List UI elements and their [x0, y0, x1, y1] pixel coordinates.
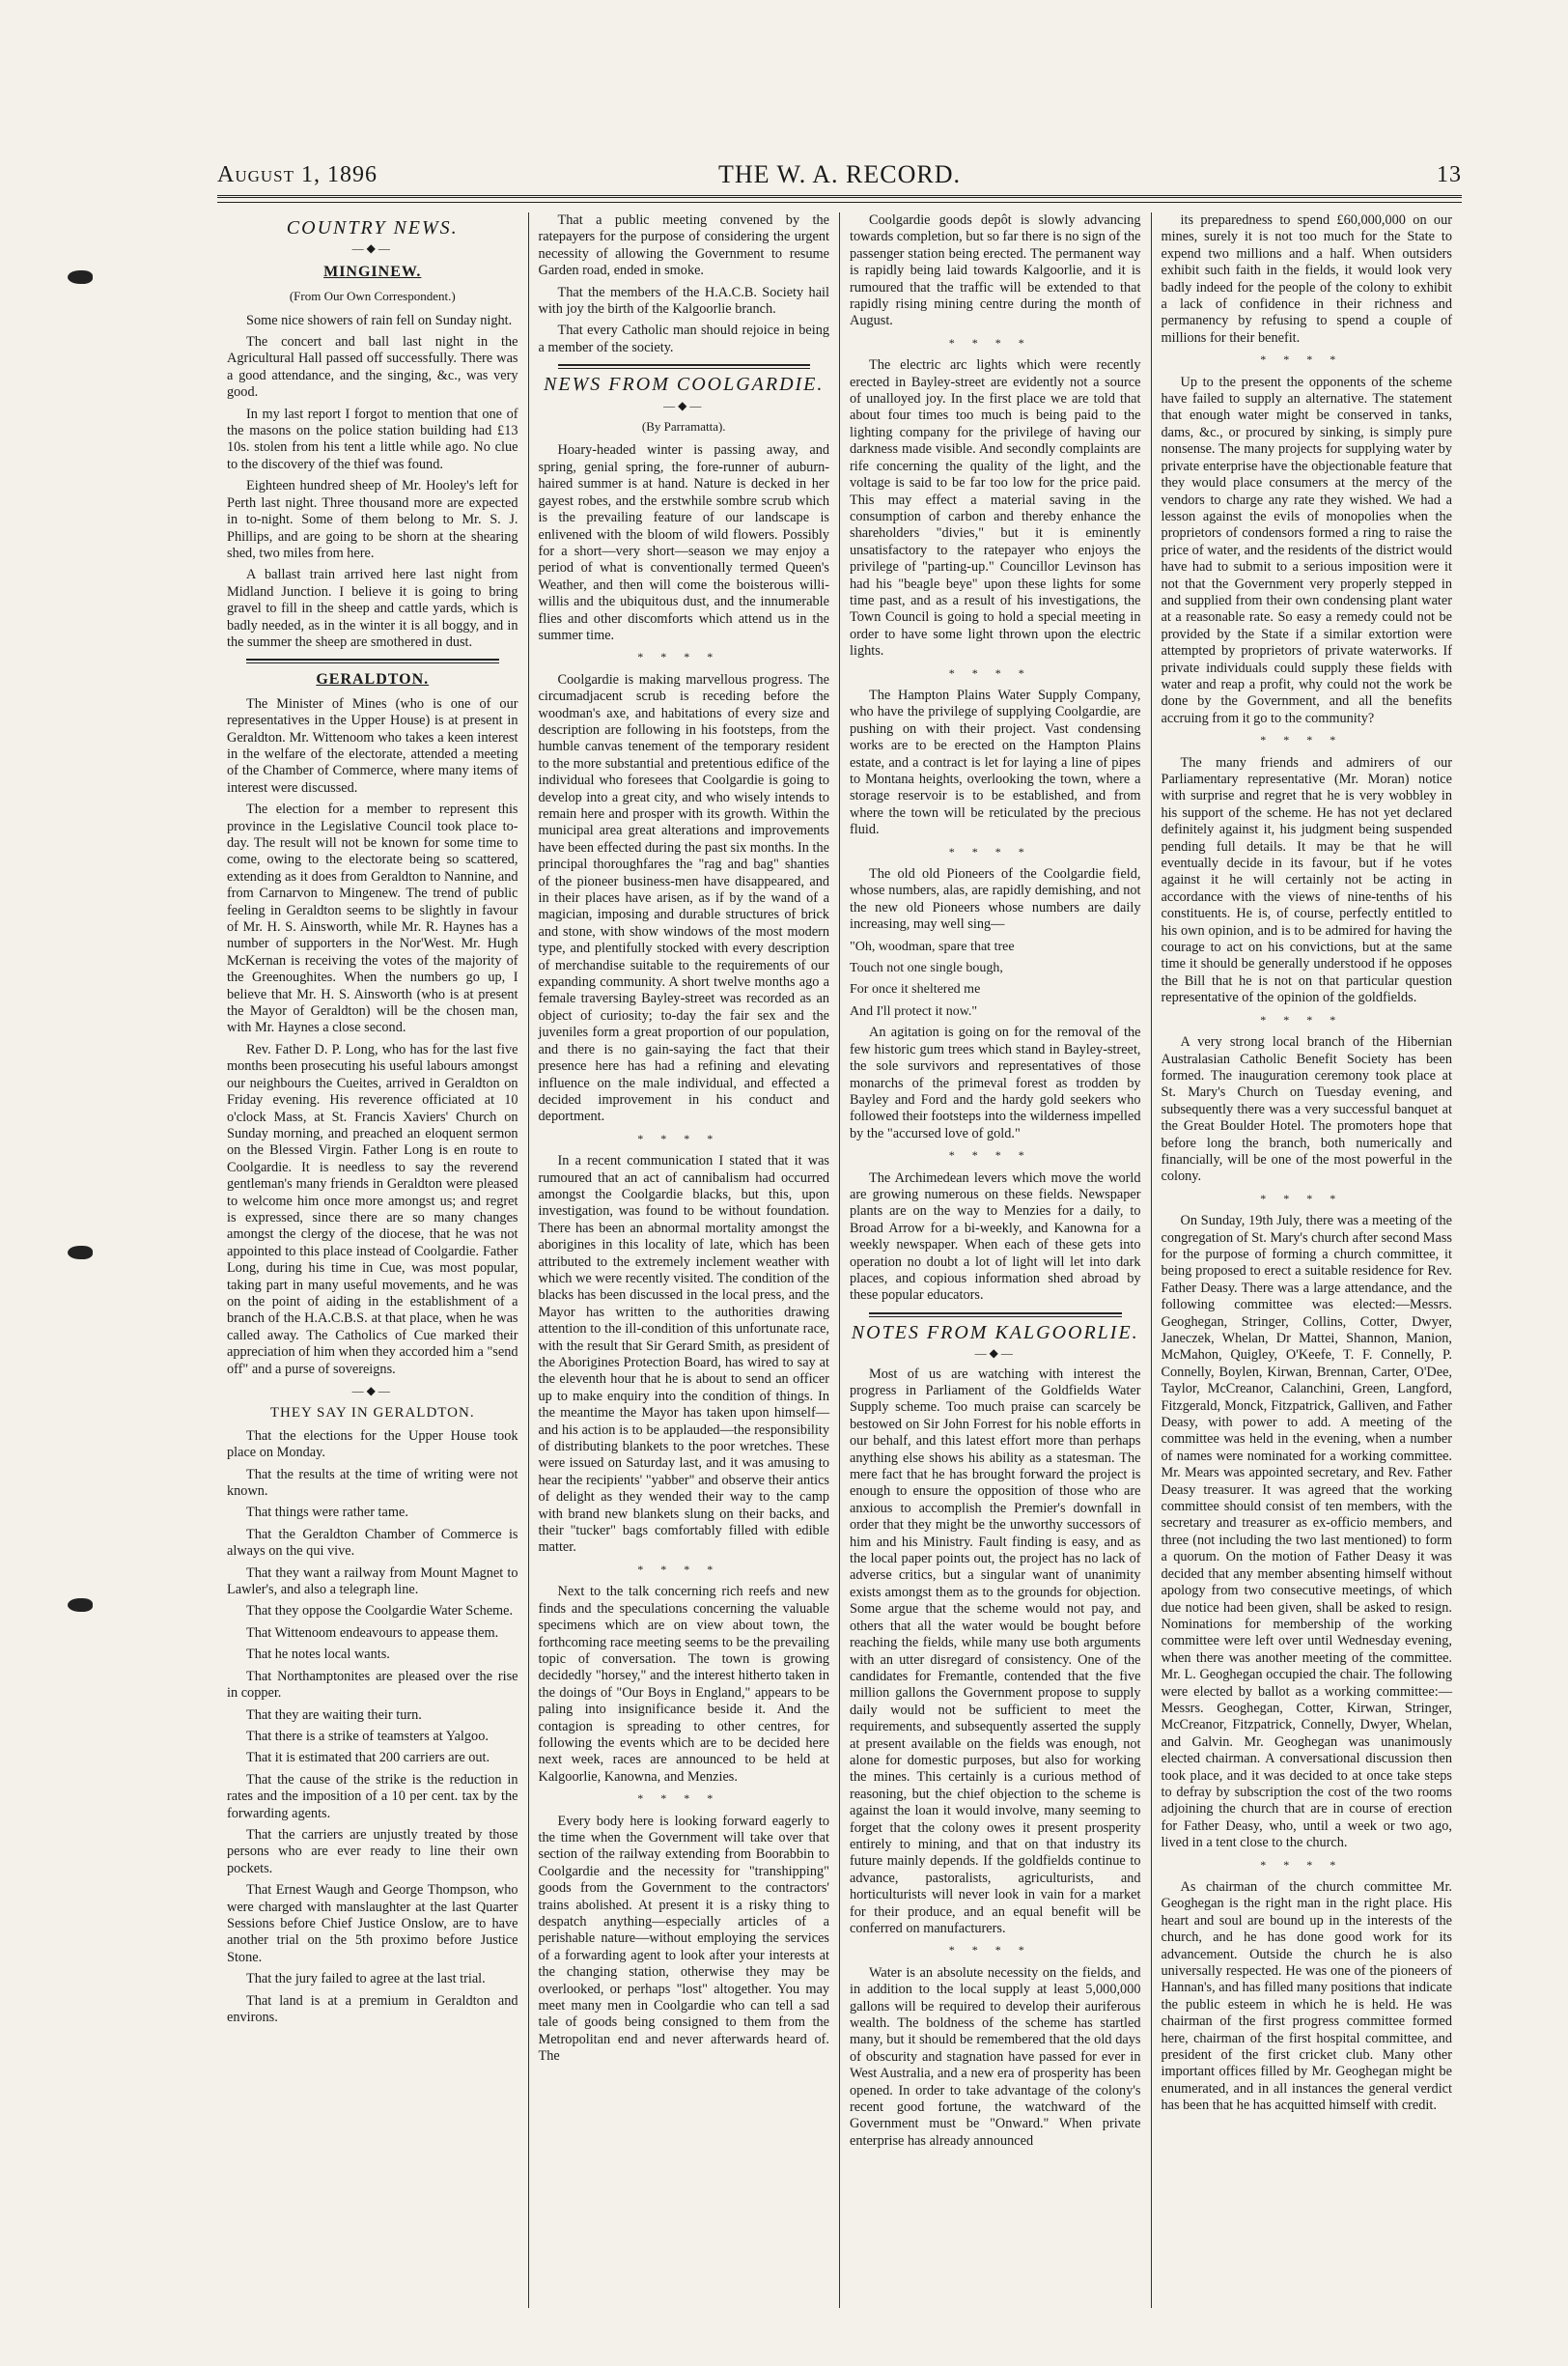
paragraph: On Sunday, 19th July, there was a meeting of the congregation of St. Mary's church after second Mass for the purpose of forming a church committee, it being proposed to erect a suitable residence for Rev. Father Deasy. There was a large attendance, and the following committee was elected:—Messrs. Geoghegan, Stringer, Collins, Cotter, Dwyer, Janeczek, Whelan, Dr Mattei, Shannon, Manion, McMahon, Quigley, O'Keefe, T. F. Connelly, P. Connelly, Boylen, Kirwan, Brennan, Carter, O'Dee, Taylor, McCreanor, Calanchini, Green, Langford, Fitzgerald, Monck, Fitzpatrick, Galliven, and Father Deasy, with power to add. A meeting of the committee was held in the evening, when a number of names were nominated for a working committee. Mr. Mears was appointed secretary, and Rev. Father Deasy treasurer. It was agreed that the working committee should consist of ten members, with the secretary and treasurer as ex-officio members, and three (not including the two last mentioned) to form a quorum. On the motion of Father Deasy it was decided that any member absenting himself without apology from two consecutive meetings, of which due notice had been given, shall be asked to resign. Nominations for membership of the working committee were left over until Wednesday evening, when there was another meeting of the committee. Mr. L. Geoghegan occupied the chair. The following were elected by ballot as a working committee:—Messrs. Geoghegan, Cotter, Kirwan, Stringer, McCreanor, Fitzpatrick, Connelly, Dwyer, Whelan, and Galvin. Mr. Geoghegan was unanimously elected chairman. A conversational discussion then took place, and it was decided to at once take steps to defray by subscription the cost of the two rooms adjoining the church that are in course of erection for Father Deasy, who, until a week or two ago, lived in a tent close to the church.: [1161, 1213, 1452, 1851]
list-item: That the jury failed to agree at the last trial.: [246, 1971, 486, 1987]
paragraph: Rev. Father D. P. Long, who has for the last five months been prosecuting his useful labours amongst our neighbours the Cueites, arrived in Geraldton on Friday evening. His reverence officiated at 10 o'clock Mass, at St. Francis Xaviers' Church on Sunday morning, and preached an eloquent sermon on the Blessed Virgin. Father Long is en route to Coolgardie. It is needless to say the reverend gentleman's many friends in Geraldton were pleased to welcome him once more amongst us; and regret is expressed, since there are so many changes amongst the clergy of the diocese, that he was not appointed to this place instead of Coolgardie. Father Long, during his time in Cue, was most popular, taking part in many useful movements, and he was on the point of aiding in the establishment of a branch of the H.A.C.B.S. at that place, when he was called away. The Catholics of Cue marked their appreciation of him when they accorded him a "send off" and a purse of sovereigns.: [227, 1041, 518, 1377]
list-item: That he notes local wants.: [246, 1647, 390, 1663]
article-heading: GERALDTON.: [316, 671, 430, 689]
separator-stars: ****: [948, 1148, 1042, 1163]
list-item: That land is at a premium in Geraldton and environs.: [227, 1992, 518, 2025]
section-heading: NOTES FROM KALGOORLIE.: [851, 1321, 1139, 1343]
separator-stars: ****: [948, 335, 1042, 350]
article-heading: MINGINEW.: [323, 263, 422, 280]
separator-stars: ****: [1260, 352, 1354, 367]
list-item: That the Geraldton Chamber of Commerce is always on the qui vive.: [227, 1526, 518, 1560]
paragraph: its preparedness to spend £60,000,000 on our mines, surely it is not too much for the State to expend two millions and a half. When outsiders exhibit such faith in the fields, it would look very badly indeed for the people of the colony to exhibit a lack of confidence in their richness and permanency by refusing to spend a couple of millions for their benefit.: [1161, 212, 1452, 346]
paragraph: A ballast train arrived here last night from Midland Junction. I believe it is going to bring gravel to fill in the sheep and cattle yards, which is badly needed, as in the winter it is all boggy, and in the summer the sheep are smothered in dust.: [227, 567, 518, 650]
separator-stars: ****: [948, 665, 1042, 680]
list-item: That Northamptonites are pleased over the rise in copper.: [227, 1668, 518, 1702]
paragraph: Most of us are watching with interest the progress in Parliament of the Goldfields Water Supply scheme. Too much praise can scarcely be bestowed on Sir John Forrest for his noble efforts in our behalf, and this latest effort more than perhaps anything else shows his ability as a statesman. The mere fact that he has brought forward the project is enough to ensure the opposition of those who are anxious to accomplish the Premier's downfall in order that they might be the unworthy successors of him and his Ministry. Fault finding is easy, and as the local paper points out, the project has no lack of adverse critics, but a singular want of unanimity exists amongst them as to the grounds for objection. Some argue that the scheme would not pay, and others that all the water would be bought before reaching the fields, while many use both arguments with an utter disregard of consistency. One of the candidates for Fremantle, contended that the five million gallons the Government propose to supply daily would not be sufficient to meet the requirements, and subsequently asserted the supply at present available on the fields was enough, not alone for domestic purposes, but also for working the mines. This certainly is a curious method of reasoning, but the chief objection to the scheme is against the loan it would involve, many seeming to forget that the colony owes it present prosperity entirely to mining, and that on that industry its future mainly depends. If the goldfields continue to advance, pastoralists, agriculturists, and horticulturists will never look in vain for a market for their produce, and an equal benefit will be conferred on manufacturers.: [850, 1366, 1141, 1936]
separator-stars: ****: [637, 1562, 731, 1576]
separator-stars: ****: [1260, 1857, 1354, 1872]
separator-stars: ****: [1260, 1012, 1354, 1027]
column-1: [217, 212, 529, 2308]
separator-stars: ****: [948, 844, 1042, 859]
margin-blot-icon: [68, 1598, 93, 1612]
margin-blot-icon: [68, 270, 93, 284]
newspaper-title: THE W. A. RECORD.: [717, 160, 962, 188]
verse-line: Touch not one single bough,: [850, 961, 1003, 976]
separator-stars: ****: [637, 1131, 731, 1145]
list-item: That they oppose the Coolgardie Water Scheme.: [246, 1603, 514, 1620]
paragraph: The Hampton Plains Water Supply Company, who have the privilege of supplying Coolgardie, are pushing on with their project. Vast condensing works are to be erected on the Hampton Plains estate, and a contract is let for laying a line of pipes to Montana heights, overlooking the town, where a storage reservoir is to be established, and from where the town will be reticulated by the precious fluid.: [850, 687, 1141, 838]
paragraph: That every Catholic man should rejoice in being a member of the society.: [538, 323, 829, 355]
paragraph: The many friends and admirers of our Parliamentary representative (Mr. Moran) notice with surprise and regret that he is very wobbley in his support of the scheme. He has not yet declared definitely against it, his judgment being suspended pending full details. It may be that he will eventually decide in its favour, but if he votes against it he will certainly not be acting in accordance with the views of nine-tenths of his constituents. He is, of course, perfectly entitled to his own opinion, and is to be admired for having the courage to act on his convictions, but at the same time it should be generally understood if he opposes the Bill that he is not on that particular question representative of the opinion of the goldfields.: [1161, 754, 1452, 1006]
ornament-icon: ―◆―: [663, 398, 705, 412]
paragraph: As chairman of the church committee Mr. Geoghegan is the right man in the right place. His heart and soul are bound up in the interests of the church, and he has done good work for its advancement. Outside the church he is also universally respected. He was one of the pioneers of Hannan's, and has filled many positions that indicate the public esteem in which he is held. He was chairman of the first progress committee formed here, chairman of the first hospital committee, and president of the first cricket club. Many other important offices filled by Mr. Geoghegan might be enumerated, and in all instances the general verdict has been that he has acquitted himself with credit.: [1161, 1879, 1452, 2114]
paragraph: That the members of the H.A.C.B. Society hail with joy the birth of the Kalgoorlie branch.: [538, 284, 829, 318]
separator-stars: ****: [1260, 733, 1354, 747]
separator-stars: ****: [637, 650, 731, 664]
list-item: That the cause of the strike is the reduction in rates and the imposition of a 10 per cent. tax by the forwarding agents.: [227, 1771, 518, 1821]
paragraph: A very strong local branch of the Hibernian Australasian Catholic Benefit Society has been formed. The inauguration ceremony took place at St. Mary's Church on Tuesday evening, and subsequently there was a very successful banquet at the Great Boulder Hotel. The promoters hope that before long the branch, both numerically and financially, will be one of the most powerful in the colony.: [1161, 1034, 1452, 1185]
paragraph: Eighteen hundred sheep of Mr. Hooley's left for Perth last night. Three thousand more are expected in to-night. Some of them belong to Mr. S. J. Phillips, and are going to be shorn at the shearing shed, two miles from here.: [227, 478, 518, 561]
list-item: That Ernest Waugh and George Thompson, who were charged with manslaughter at the last Quarter Sessions before Chief Justice Onslow, are to have another trial on the 5th proximo before Justice Stone.: [227, 1882, 518, 1965]
separator-stars: ****: [1260, 1191, 1354, 1205]
divider: [558, 364, 811, 369]
masthead: [217, 155, 1462, 193]
paragraph: Some nice showers of rain fell on Sunday night.: [246, 312, 513, 328]
ornament-icon: ―◆―: [351, 241, 393, 256]
column-3: [840, 212, 1152, 2308]
paragraph: In a recent communication I stated that it was rumoured that an act of cannibalism had occurred amongst the Coolgardie blacks, but this, upon investigation, was found to be without foundation. There has been an abnormal mortality amongst the aborigines in this locality of late, which has been attributed to the extremely inclement weather with which we were recently visited. The condition of the blacks has been discussed in the local press, and the Mayor has written to the authorities drawing attention to the ill-condition of this unfortunate race, with the result that Sir Gerard Smith, as president of the Aborigines Protection Board, has wired to say at the eleventh hour that he is about to send an officer up to make enquiry into the condition of things. In the meantime the Mayor has taken upon himself—and his action is to be applauded—the responsibility of distributing blankets to the poor wretches. These were issued on Saturday last, and it was amusing to hear the recipients' "yabber" and observe their antics of delight as they wended their way to the camp with brand new blankets slung on their backs, and their "tucker" bags comfortably filled with edible matter.: [538, 1153, 829, 1556]
separator-stars: ****: [637, 1791, 731, 1806]
list-item: That there is a strike of teamsters at Yalgoo.: [246, 1728, 489, 1744]
paragraph: Next to the talk concerning rich reefs and new finds and the speculations concerning the valuable specimens which are on view about town, the forthcoming race meeting seems to be the prevailing topic of conversation. The town is growing decidedly "horsey," and the interest hitherto taken in the doings of "Our Boys in England," appears to be paling into insignificance beside it. And the contagion is spreading to other centres, for following the events which are to be decided here next week, races are announced to be held at Kalgoorlie, Kanowna, and Menzies.: [538, 1584, 829, 1785]
margin-blot-icon: [68, 1246, 93, 1259]
divider: [869, 1312, 1122, 1317]
paragraph: Coolgardie is making marvellous progress. The circumadjacent scrub is receding before the woodman's axe, and habitations of every size and description are following in his footsteps, from the humble canvas tenement of the temporary resident to the more substantial and pretentious edifice of the individual who foresees that Coolgardie is going to develop into a great city, and who wisely intends to remain here and prosper with its growth. Within the municipal area great alterations and improvements have been effected during the past six months. In the principal thoroughfares the "rag and bag" shanties of the pioneer business-men have disappeared, and in their places have arisen, as if by the wand of a magician, imposing and durable structures of brick and stone, with show windows of the most modern type, and plentifully stocked with every description of merchandise suitable to the requirements of our expanding community. A short twelve months ago a female traversing Bayley-street was recorded as an object of curiosity; to-day the fair sex and the juveniles form a great proportion of our population, and there is no gain-saying the fact that their presence here has had a refining and elevating influence on the male individual, and effected a decided improvement in his conduct and deportment.: [538, 671, 829, 1125]
page-number: 13: [1437, 162, 1462, 187]
list-item: That Wittenoom endeavours to appease them.: [246, 1624, 499, 1641]
paragraph: Water is an absolute necessity on the fields, and in addition to the local supply at least 5,000,000 gallons will be required to develop their auriferous wealth. The boldness of the scheme has startled many, but it should be remembered that the old days of obscurity and stagnation have passed for ever in West Australia, and a new era of prosperity has been opened. In order to take advantage of the colony's recent good fortune, the watchward of the Government must be "Onward." When private enterprise has already announced: [850, 1964, 1141, 2149]
list-item: That the carriers are unjustly treated by those persons who are ever ready to line their own pockets.: [227, 1826, 518, 1876]
verse-line: And I'll protect it now.": [850, 1003, 978, 1019]
paragraph: The Archimedean levers which move the world are growing numerous on these fields. Newspaper plants are on the way to Menzies for a daily, to Broad Arrow for a bi-weekly, and Kanowna for a weekly newspaper. When each of these gets into operation no doubt a lot of light will let into dark places, and copious information shed abroad by these popular educators.: [850, 1169, 1141, 1304]
ornament-icon: ―◆―: [351, 1384, 393, 1397]
paragraph: The election for a member to represent this province in the Legislative Council took place to-day. The result will not be known for some time to come, owing to the electorate being so scattered, extending as it does from Geraldton to Nannine, and from Carnarvon to Mingenew. The trend of public feeling in Geraldton seems to be slightly in favour of Mr. H. S. Ainsworth, while Mr. R. Haynes has a number of supporters in the Nor'West. Mr. Hugh McKernan is receiving the votes of the majority of the Greenoughites. When the numbers go up, I believe that Mr. H. S. Ainsworth (who is at present the Mayor of Geraldton) will be the chosen man, with Mr. Haynes a close second.: [227, 802, 518, 1036]
paragraph: The Minister of Mines (who is one of our representatives in the Upper House) is at present in Geraldton. Mr. Wittenoom who takes a keen interest in the welfare of the electorate, attended a meeting of the Chamber of Commerce, where many items of interest were discussed.: [227, 695, 518, 796]
verse-line: "Oh, woodman, spare that tree: [850, 939, 1015, 954]
paragraph: Coolgardie goods depôt is slowly advancing towards completion, but so far there is no sign of the passenger station being erected. The permanent way is rapidly being laid towards Kalgoorlie, and it is rumoured that the traffic will be extended to that rapidly rising mining centre during the month of August.: [850, 212, 1141, 329]
list-item: That the results at the time of writing were not known.: [227, 1466, 518, 1500]
issue-date: August 1, 1896: [217, 162, 378, 187]
masthead-rule: [217, 195, 1462, 203]
list-item: That they want a railway from Mount Magnet to Lawler's, and also a telegraph line.: [227, 1564, 518, 1598]
list-item: That they are waiting their turn.: [246, 1706, 422, 1723]
paragraph: In my last report I forgot to mention that one of the masons on the police station building had £13 10s. stolen from his tent a little while ago. No clue to the discovery of the thief was found.: [227, 406, 518, 472]
separator-stars: ****: [948, 1943, 1042, 1958]
list-item: That things were rather tame.: [246, 1505, 408, 1521]
verse-line: For once it sheltered me: [850, 982, 981, 998]
paragraph: The concert and ball last night in the Agricultural Hall passed off successfully. There was a good attendance, and the singing, &c., was very good.: [227, 334, 518, 401]
paragraph: Every body here is looking forward eagerly to the time when the Government will take over that section of the railway extending from Boorabbin to Coolgardie and the necessity for "transhipping" goods from the Government to the contractors' trains abolished. At present it is a risky thing to despatch anything—especially articles of a perishable nature—without employing the services of a forwarding agent to look after your interests at the changing station, otherwise they may be overlooked, or perhaps "lost" altogether. You may meet many men in Coolgardie who can tell a sad tale of goods being consigned to them from the Metropolitan end and never afterwards heard of. The: [538, 1813, 829, 2065]
ornament-icon: ―◆―: [974, 1346, 1016, 1361]
column-4: [1152, 212, 1463, 2308]
article-heading: THEY SAY IN GERALDTON.: [269, 1405, 475, 1422]
paragraph: Up to the present the opponents of the scheme have failed to supply an alternative. The statement that enough water might be conserved in tanks, dams, &c., or procured by sinking, is simply pure nonsense. The many projects for supplying water by private enterprise have the objectionable feature that they would place consumers at the mercy of the vendors to charge any rate they wished. We had a lesson against the evils of monopolies when the proprietors of condensors formed a ring to raise the price of water, and the residents of the district would have had to submit to a serious imposition were it not that the Government very properly stepped in and supplied from their own condensing plant water at a reasonable rate. So easy a remedy could not be provided by the State if a similar extortion were attempted by proprietors of private waterworks. If private individuals could supply these fields with water and reap a profit, why could not the work be done by the Government, and all the benefits accruing from it go to the community?: [1161, 374, 1452, 726]
divider: [246, 659, 499, 663]
paragraph: That a public meeting convened by the ratepayers for the purpose of considering the urgent necessity of allowing the Government to resume Garden road, ended in smoke.: [538, 212, 829, 279]
article-columns: [217, 212, 1462, 2308]
byline: (From Our Own Correspondent.): [289, 289, 456, 304]
column-2: [529, 212, 841, 2308]
list-item: That it is estimated that 200 carriers are out.: [246, 1750, 490, 1766]
section-heading: COUNTRY NEWS.: [286, 217, 459, 239]
paragraph: The old old Pioneers of the Coolgardie field, whose numbers, alas, are rapidly demishing, and not the new old Pioneers whose numbers are daily increasing, may well sing—: [850, 866, 1141, 933]
paragraph: An agitation is going on for the removal of the few historic gum trees which stand in Bayley-street, the sole survivors and representatives of those monarchs of the primeval forest as trodden by Bayley and Ford and the hardy gold seekers who followed their footsteps into the wilderness impelled by the "accursed love of gold.": [850, 1025, 1141, 1141]
list-item: That the elections for the Upper House took place on Monday.: [227, 1427, 518, 1461]
paragraph: The electric arc lights which were recently erected in Bayley-street are evidently not a source of unalloyed joy. In the first place we are told that about four times too much is being paid to the lighting company for the privilege of having our darkness made visible. And secondly complaints are rife concerning the quality of the light, and the voltage is said to be far too low for the price paid. This may effect a material saving in the consumption of carbon and thereby enhance the shareholders "divies," but it is eminently unsatisfactory to the ratepayer who enjoys the privilege of "parting-up." Councillor Levinson has had his "beagle beye" upon these lights for some time past, and as a result of his investigations, the Town Council is going to hold a special meeting in order to have some light thrown upon the electric lights.: [850, 357, 1141, 660]
section-heading: NEWS FROM COOLGARDIE.: [544, 374, 825, 396]
byline: (By Parramatta).: [641, 419, 726, 435]
paragraph: Hoary-headed winter is passing away, and spring, genial spring, the fore-runner of auburn-haired summer is at hand. Nature is decked in her gayest robes, and the erstwhile sombre scrub which is the prevailing feature of our landscape is enlivened with the bloom of wild flowers. Possibly for a short—very short—season we may enjoy a period of what is conventionally termed Queen's Weather, and then will come the boisterous willi-willis and the ubiquitous dust, and the innumerable flies and other discomforts which attend us in the summer time.: [538, 442, 829, 643]
